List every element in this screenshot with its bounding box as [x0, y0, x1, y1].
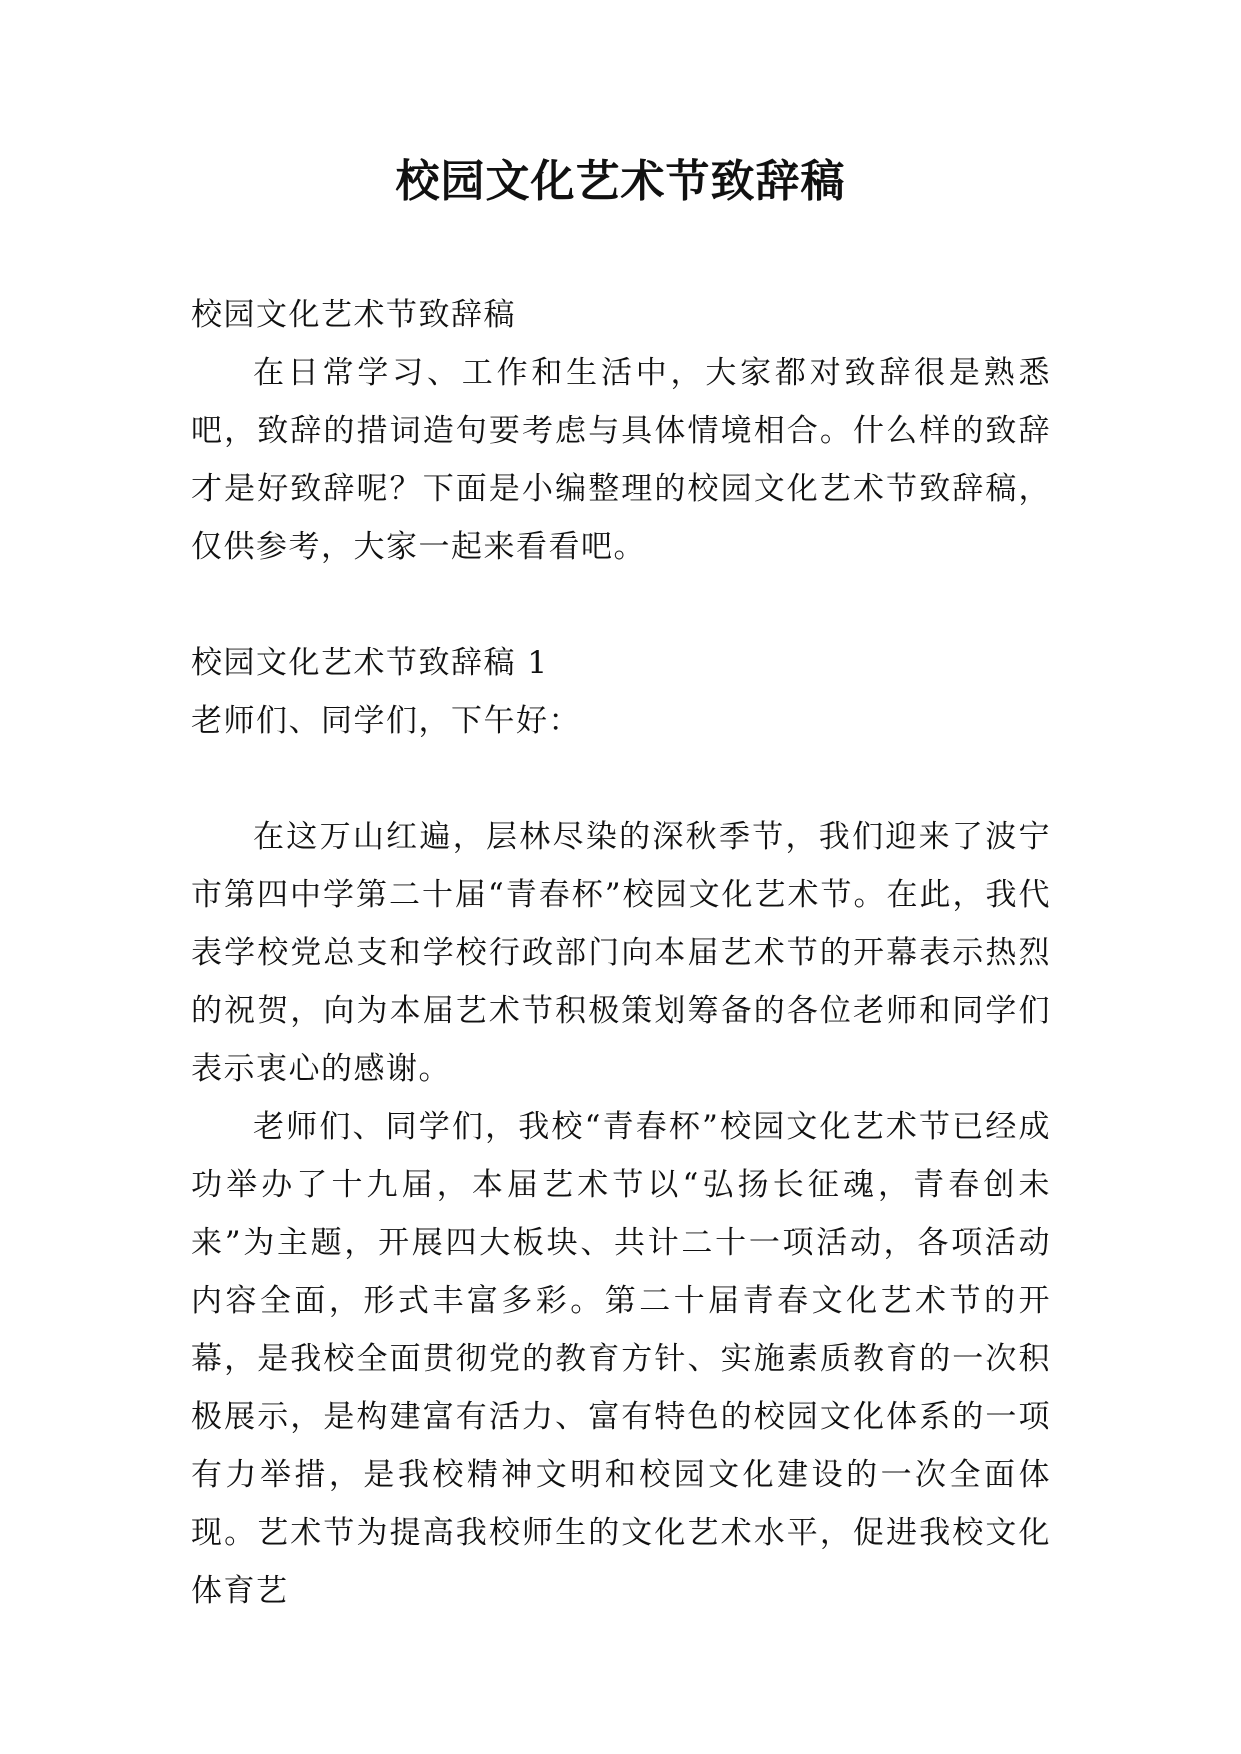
paragraph-spacer	[191, 750, 1051, 808]
greeting-line: 老师们、同学们，下午好：	[191, 703, 581, 739]
body-paragraph-1: 在这万山红遍，层林尽染的深秋季节，我们迎来了波宁市第四中学第二十届“青春杯”校园文化艺术节。在此，我代表学校党总支和学校行政部门向本届艺术节的开幕表示热烈的祝贺，向为本届艺术节积极策划筹备的各位老师和同学们表示衷心的感谢。	[191, 819, 1051, 1087]
body-paragraph-2: 老师们、同学们，我校“青春杯”校园文化艺术节已经成功举办了十九届，本届艺术节以“弘扬长征魂，青春创未来”为主题，开展四大板块、共计二十一项活动，各项活动内容全面，形式丰富多彩。第二十届青春文化艺术节的开幕，是我校全面贯彻党的教育方针、实施素质教育的一次积极展示，是构建富有活力、富有特色的校园文化体系的一项有力举措，是我校精神文明和校园文化建设的一次全面体现。艺术节为提高我校师生的文化艺术水平，促进我校文化体育艺	[191, 1109, 1051, 1609]
document-body	[191, 286, 1051, 1620]
document-heading: 校园文化艺术节致辞稿	[191, 297, 516, 333]
intro-paragraph: 在日常学习、工作和生活中，大家都对致辞很是熟悉吧，致辞的措词造句要考虑与具体情境相合。什么样的致辞才是好致辞呢？下面是小编整理的校园文化艺术节致辞稿，仅供参考，大家一起来看看吧。	[191, 355, 1051, 565]
section-title: 校园文化艺术节致辞稿 1	[191, 645, 549, 681]
document-title: 校园文化艺术节致辞稿	[395, 156, 846, 207]
paragraph-spacer	[191, 576, 1051, 634]
